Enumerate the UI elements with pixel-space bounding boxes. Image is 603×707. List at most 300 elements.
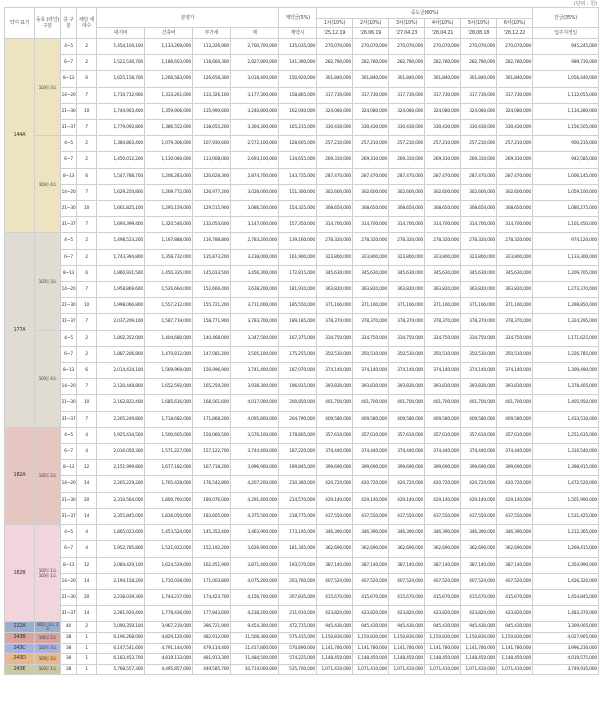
cell-installment-4: 409,580,000 [425, 411, 461, 427]
cell-installment-5: 374,140,000 [461, 363, 497, 379]
table-row [5, 395, 599, 411]
cell-floor: 31~37 [61, 314, 77, 330]
cell-installment-2: 407,520,000 [353, 573, 389, 589]
cell-installment-5: 278,320,000 [461, 233, 497, 249]
cell-total: 3,711,000,000 [231, 298, 279, 314]
cell-households: 7 [77, 314, 97, 330]
col-vat: 부가세 [193, 28, 231, 39]
cell-households: 10 [77, 395, 97, 411]
cell-installment-6: 257,210,000 [497, 136, 533, 152]
cell-installment-6: 409,580,000 [497, 411, 533, 427]
cell-building: 1,470,812,000 [145, 346, 193, 362]
cell-installment-5: 282,780,000 [461, 55, 497, 71]
table-row [5, 557, 599, 573]
cell-installment-6: 350,510,000 [497, 346, 533, 362]
cell-installment-3: 269,310,000 [389, 152, 425, 168]
cell-balance: 1,426,320,000 [533, 573, 599, 589]
cell-floor: 4~5 [61, 233, 77, 249]
table-row [5, 476, 599, 492]
cell-installment-4: 363,820,000 [425, 282, 461, 298]
cell-balance: 1,501,990,000 [533, 492, 599, 508]
cell-installment-3: 317,730,000 [389, 87, 425, 103]
table-row [5, 120, 599, 136]
cell-building: 1,450,335,000 [145, 265, 193, 281]
cell-total: 3,938,300,000 [231, 379, 279, 395]
cell-installment-5: 363,820,000 [461, 282, 497, 298]
cell-total: 3,456,300,000 [231, 265, 279, 281]
cell-vat: 138,655,200 [193, 120, 231, 136]
cell-building: 1,557,212,000 [145, 298, 193, 314]
cell-installment-5: 287,470,000 [461, 168, 497, 184]
cell-installment-1: 420,720,000 [317, 476, 353, 492]
cell-installment-4: 314,700,000 [425, 217, 461, 233]
cell-installment-1: 278,320,000 [317, 233, 353, 249]
cell-floor: 8~13 [61, 557, 77, 573]
table-row [5, 411, 599, 427]
cell-installment-4: 1,148,450,000 [425, 654, 461, 665]
dong-label: 103동 3호 [35, 39, 61, 136]
cell-building: 1,718,682,000 [145, 411, 193, 427]
cell-installment-5: 317,730,000 [461, 87, 497, 103]
cell-installment-3: 282,780,000 [389, 55, 425, 71]
cell-balance: 942,585,000 [533, 152, 599, 168]
cell-installment-4: 378,370,000 [425, 314, 461, 330]
cell-installment-2: 324,080,000 [353, 103, 389, 119]
cell-installment-6: 378,370,000 [497, 314, 533, 330]
cell-installment-1: 423,820,000 [317, 606, 353, 622]
cell-total: 4,017,000,000 [231, 395, 279, 411]
cell-installment-4: 393,830,000 [425, 379, 461, 395]
cell-installment-3: 314,700,000 [389, 217, 425, 233]
col-installment-3: 3차(10%) [389, 19, 425, 28]
col-installment-date-6: '28.12.22 [497, 28, 533, 39]
cell-households: 20 [77, 589, 97, 605]
cell-installment-3: 945,430,000 [389, 622, 425, 633]
cell-installment-4: 374,140,000 [425, 363, 461, 379]
cell-installment-2: 1,141,780,000 [353, 643, 389, 654]
cell-vat: 140,468,000 [193, 330, 231, 346]
cell-building: 1,765,428,000 [145, 476, 193, 492]
price-table [4, 7, 599, 675]
cell-building: 1,167,888,000 [145, 233, 193, 249]
cell-vat: 135,873,200 [193, 249, 231, 265]
cell-total: 3,871,400,000 [231, 557, 279, 573]
cell-floor: 8~13 [61, 168, 77, 184]
cell-installment-3: 257,210,000 [389, 136, 425, 152]
cell-building: 4,819,133,000 [145, 654, 193, 665]
cell-installment-1: 407,520,000 [317, 573, 353, 589]
cell-installment-5: 346,390,000 [461, 525, 497, 541]
cell-balance: 1,273,370,000 [533, 282, 599, 298]
cell-building: 1,079,306,000 [145, 136, 193, 152]
cell-households: 6 [77, 71, 97, 87]
cell-installment-6: 345,630,000 [497, 265, 533, 281]
cell-installment-3: 437,550,000 [389, 508, 425, 524]
table-row [5, 152, 599, 168]
cell-households: 20 [77, 492, 97, 508]
cell-installment-2: 323,800,000 [353, 249, 389, 265]
cell-installment-3: 270,070,000 [389, 39, 425, 55]
cell-installment-5: 334,750,000 [461, 330, 497, 346]
cell-deposit: 207,835,000 [279, 589, 317, 605]
cell-installment-1: 387,140,000 [317, 557, 353, 573]
cell-total: 2,783,200,000 [231, 233, 279, 249]
cell-installment-1: 1,141,780,000 [317, 643, 353, 654]
cell-floor: 6~7 [61, 152, 77, 168]
table-row [5, 330, 599, 346]
cell-building: 1,333,261,000 [145, 87, 193, 103]
cell-installment-2: 362,690,000 [353, 541, 389, 557]
cell-households: 14 [77, 508, 97, 524]
cell-deposit: 139,160,000 [279, 233, 317, 249]
cell-installment-5: 420,720,000 [461, 476, 497, 492]
cell-deposit: 218,775,000 [279, 508, 317, 524]
cell-households: 7 [77, 217, 97, 233]
cell-installment-1: 282,780,000 [317, 55, 353, 71]
cell-households: 14 [77, 573, 97, 589]
cell-balance: 1,298,850,000 [533, 298, 599, 314]
cell-installment-5: 401,700,000 [461, 395, 497, 411]
cell-total: 3,018,400,000 [231, 71, 279, 87]
cell-floor: 14~20 [61, 282, 77, 298]
cell-installment-6: 1,071,410,000 [497, 664, 533, 675]
cell-installment-3: 401,700,000 [389, 395, 425, 411]
dong-label: 103동 4호 [35, 136, 61, 233]
cell-installment-5: 324,080,000 [461, 103, 497, 119]
cell-land: 1,629,250,800 [97, 184, 145, 200]
cell-total: 10,714,000,000 [231, 664, 279, 675]
cell-vat: 176,542,800 [193, 476, 231, 492]
cell-installment-4: 269,310,000 [425, 152, 461, 168]
cell-installment-3: 1,148,450,000 [389, 654, 425, 665]
cell-vat: 113,008,000 [193, 152, 231, 168]
cell-installment-4: 401,700,000 [425, 395, 461, 411]
col-installment-date-2: '26.06.19 [353, 28, 389, 39]
cell-deposit: 570,890,000 [279, 643, 317, 654]
cell-total: 2,700,700,000 [231, 39, 279, 55]
table-row [5, 39, 599, 55]
cell-land: 2,194,158,200 [97, 573, 145, 589]
cell-deposit: 175,255,000 [279, 346, 317, 362]
cell-total: 3,626,900,000 [231, 541, 279, 557]
cell-installment-6: 323,800,000 [497, 249, 533, 265]
cell-floor: 21~30 [61, 492, 77, 508]
cell-households: 7 [77, 87, 97, 103]
cell-vat: 171,003,800 [193, 573, 231, 589]
cell-vat: 449,585,700 [193, 664, 231, 675]
table-row [5, 184, 599, 200]
cell-deposit: 185,550,000 [279, 298, 317, 314]
cell-installment-5: 1,141,780,000 [461, 643, 497, 654]
cell-installment-1: 287,470,000 [317, 168, 353, 184]
dong-label: 103동 4호 [35, 330, 61, 427]
cell-land: 1,625,158,700 [97, 71, 145, 87]
cell-installment-2: 270,070,000 [353, 39, 389, 55]
cell-installment-4: 334,750,000 [425, 330, 461, 346]
cell-deposit: 151,300,000 [279, 184, 317, 200]
col-dong: 동호 (라인) 구분 [35, 8, 61, 39]
cell-floor: 6~7 [61, 55, 77, 71]
cell-vat: 126,977,200 [193, 184, 231, 200]
cell-installment-2: 1,150,830,000 [353, 632, 389, 643]
cell-installment-2: 357,610,000 [353, 427, 389, 443]
cell-vat: 396,721,900 [193, 622, 231, 633]
cell-installment-4: 423,820,000 [425, 606, 461, 622]
table-row [5, 589, 599, 605]
cell-floor: 8~13 [61, 71, 77, 87]
cell-floor: 14~20 [61, 573, 77, 589]
cell-installment-6: 278,320,000 [497, 233, 533, 249]
cell-installment-6: 371,100,000 [497, 298, 533, 314]
cell-building: 1,453,524,000 [145, 525, 193, 541]
cell-installment-2: 257,210,000 [353, 136, 389, 152]
cell-installment-3: 323,800,000 [389, 249, 425, 265]
table-row [5, 201, 599, 217]
cell-installment-5: 350,510,000 [461, 346, 497, 362]
cell-installment-5: 302,600,000 [461, 184, 497, 200]
cell-households: 6 [77, 265, 97, 281]
cell-households: 7 [77, 379, 97, 395]
cell-installment-2: 282,780,000 [353, 55, 389, 71]
table-row [5, 606, 599, 622]
cell-installment-6: 1,150,830,000 [497, 632, 533, 643]
cell-building: 1,624,519,000 [145, 557, 193, 573]
col-installment-1: 1차(10%) [317, 19, 353, 28]
table-row [5, 664, 599, 675]
dong-label: 102동 2호 [35, 643, 61, 654]
cell-floor: 4~5 [61, 136, 77, 152]
table-row [5, 654, 599, 665]
cell-installment-5: 270,070,000 [461, 39, 497, 55]
cell-floor: 8~13 [61, 460, 77, 476]
cell-vat: 132,054,600 [193, 217, 231, 233]
cell-installment-3: 346,390,000 [389, 525, 425, 541]
cell-balance: 1,310,540,000 [533, 444, 599, 460]
cell-installment-2: 374,440,000 [353, 444, 389, 460]
cell-installment-1: 362,690,000 [317, 541, 353, 557]
cell-installment-3: 362,690,000 [389, 541, 425, 557]
cell-deposit: 472,715,000 [279, 622, 317, 633]
table-row [5, 363, 599, 379]
cell-installment-4: 257,210,000 [425, 136, 461, 152]
cell-land: 1,694,399,400 [97, 217, 145, 233]
cell-installment-1: 415,670,000 [317, 589, 353, 605]
cell-deposit: 575,415,000 [279, 632, 317, 643]
table-row [5, 379, 599, 395]
cell-land: 2,310,564,000 [97, 492, 145, 508]
cell-total: 4,207,200,000 [231, 476, 279, 492]
cell-deposit: 181,910,000 [279, 282, 317, 298]
cell-deposit: 173,195,000 [279, 525, 317, 541]
cell-installment-6: 401,700,000 [497, 395, 533, 411]
cell-installment-6: 269,310,000 [497, 152, 533, 168]
cell-building: 1,404,680,000 [145, 330, 193, 346]
cell-installment-1: 1,148,450,000 [317, 654, 353, 665]
cell-installment-1: 317,730,000 [317, 87, 353, 103]
cell-land: 1,958,869,600 [97, 282, 145, 298]
cell-installment-6: 415,670,000 [497, 589, 533, 605]
cell-building: 1,386,552,000 [145, 120, 193, 136]
cell-installment-5: 330,430,000 [461, 120, 497, 136]
table-row [5, 55, 599, 71]
type-label: 243D [5, 654, 35, 665]
cell-installment-6: 314,700,000 [497, 217, 533, 233]
cell-households: 2 [77, 39, 97, 55]
cell-floor: 38 [61, 654, 77, 665]
cell-total: 3,026,000,000 [231, 184, 279, 200]
cell-balance: 900,235,000 [533, 136, 599, 152]
cell-building: 1,526,664,000 [145, 282, 193, 298]
cell-installment-2: 1,148,450,000 [353, 654, 389, 665]
cell-floor: 6~7 [61, 346, 77, 362]
cell-building: 1,800,760,000 [145, 492, 193, 508]
cell-installment-6: 407,520,000 [497, 573, 533, 589]
cell-vat: 479,114,400 [193, 643, 231, 654]
cell-total: 3,240,800,000 [231, 103, 279, 119]
cell-floor: 21~30 [61, 589, 77, 605]
type-label: 243E [5, 664, 35, 675]
cell-deposit: 158,865,000 [279, 87, 317, 103]
type-label: 182B [5, 525, 35, 622]
table-row [5, 217, 599, 233]
table-row [5, 573, 599, 589]
cell-installment-3: 420,720,000 [389, 476, 425, 492]
cell-installment-4: 1,071,410,000 [425, 664, 461, 675]
cell-land: 2,084,429,100 [97, 557, 145, 573]
cell-deposit: 181,345,000 [279, 541, 317, 557]
cell-vat: 113,326,900 [193, 39, 231, 55]
cell-installment-5: 423,820,000 [461, 606, 497, 622]
cell-installment-4: 346,390,000 [425, 525, 461, 541]
cell-installment-2: 945,430,000 [353, 622, 389, 633]
cell-building: 1,571,227,000 [145, 444, 193, 460]
cell-installment-4: 270,070,000 [425, 39, 461, 55]
col-sale-price: 분양가 [97, 8, 279, 28]
cell-deposit: 210,360,000 [279, 476, 317, 492]
cell-land: 1,547,788,700 [97, 168, 145, 184]
cell-balance: 1,209,705,000 [533, 265, 599, 281]
cell-balance: 1,405,950,000 [533, 395, 599, 411]
cell-building: 1,206,283,000 [145, 168, 193, 184]
cell-balance: 1,112,055,000 [533, 87, 599, 103]
cell-total: 4,375,500,000 [231, 508, 279, 524]
cell-installment-6: 357,610,000 [497, 427, 533, 443]
cell-deposit: 196,915,000 [279, 379, 317, 395]
cell-floor: 31~37 [61, 508, 77, 524]
cell-installment-1: 308,650,000 [317, 201, 353, 217]
cell-total: 3,741,400,000 [231, 363, 279, 379]
cell-deposit: 178,805,000 [279, 427, 317, 443]
cell-floor: 21~30 [61, 103, 77, 119]
cell-installment-2: 437,550,000 [353, 508, 389, 524]
cell-vat: 180,076,000 [193, 492, 231, 508]
cell-households: 4 [77, 525, 97, 541]
cell-households: 4 [77, 427, 97, 443]
cell-installment-1: 437,550,000 [317, 508, 353, 524]
cell-deposit: 141,390,000 [279, 55, 317, 71]
cell-households: 14 [77, 606, 97, 622]
cell-installment-3: 363,820,000 [389, 282, 425, 298]
table-row [5, 346, 599, 362]
cell-total: 4,238,200,000 [231, 606, 279, 622]
cell-installment-6: 334,750,000 [497, 330, 533, 346]
cell-total: 3,744,400,000 [231, 444, 279, 460]
cell-vat: 165,259,200 [193, 379, 231, 395]
cell-installment-1: 334,750,000 [317, 330, 353, 346]
cell-deposit: 211,910,000 [279, 606, 317, 622]
cell-installment-1: 301,840,000 [317, 71, 353, 87]
cell-vat: 135,990,600 [193, 103, 231, 119]
cell-households: 6 [77, 168, 97, 184]
cell-households: 2 [77, 233, 97, 249]
cell-households: 2 [77, 249, 97, 265]
cell-installment-4: 415,670,000 [425, 589, 461, 605]
cell-deposit: 128,605,000 [279, 136, 317, 152]
cell-floor: 4~5 [61, 427, 77, 443]
cell-installment-5: 323,800,000 [461, 249, 497, 265]
type-label: 243B [5, 632, 35, 643]
cell-vat: 481,913,300 [193, 654, 231, 665]
cell-balance: 1,378,405,000 [533, 379, 599, 395]
cell-households: 7 [77, 411, 97, 427]
cell-installment-4: 302,600,000 [425, 184, 461, 200]
cell-balance: 3,309,005,000 [533, 622, 599, 633]
cell-installment-4: 437,550,000 [425, 508, 461, 524]
cell-installment-5: 1,071,410,000 [461, 664, 497, 675]
cell-installment-2: 317,730,000 [353, 87, 389, 103]
cell-deposit: 161,900,000 [279, 249, 317, 265]
cell-installment-2: 423,820,000 [353, 606, 389, 622]
cell-installment-2: 393,830,000 [353, 379, 389, 395]
col-installment-4: 4차(10%) [425, 19, 461, 28]
cell-building: 1,652,592,000 [145, 379, 193, 395]
cell-floor: 31~37 [61, 606, 77, 622]
cell-balance: 1,006,145,000 [533, 168, 599, 184]
cell-installment-1: 270,070,000 [317, 39, 353, 55]
cell-installment-3: 415,670,000 [389, 589, 425, 605]
cell-land: 1,802,352,000 [97, 330, 145, 346]
cell-installment-2: 409,580,000 [353, 411, 389, 427]
cell-installment-3: 334,750,000 [389, 330, 425, 346]
cell-households: 2 [77, 152, 97, 168]
cell-land: 1,454,104,100 [97, 39, 145, 55]
cell-installment-1: 374,440,000 [317, 444, 353, 460]
cell-installment-1: 409,580,000 [317, 411, 353, 427]
cell-installment-5: 429,140,000 [461, 492, 497, 508]
cell-deposit: 150,920,000 [279, 71, 317, 87]
cell-households: 7 [77, 282, 97, 298]
cell-balance: 3,996,230,000 [533, 643, 599, 654]
type-label: 222A [5, 622, 35, 633]
cell-installment-1: 393,830,000 [317, 379, 353, 395]
cell-households: 7 [77, 120, 97, 136]
cell-building: 1,269,772,000 [145, 184, 193, 200]
col-installment-5: 5차(10%) [461, 19, 497, 28]
cell-building: 1,677,182,000 [145, 460, 193, 476]
cell-total: 11,484,500,000 [231, 654, 279, 665]
cell-installment-6: 420,720,000 [497, 476, 533, 492]
cell-deposit: 203,760,000 [279, 573, 317, 589]
table-row [5, 622, 599, 633]
cell-installment-4: 407,520,000 [425, 573, 461, 589]
cell-installment-1: 371,100,000 [317, 298, 353, 314]
cell-installment-2: 308,650,000 [353, 201, 389, 217]
cell-floor: 40 [61, 622, 77, 633]
cell-households: 7 [77, 184, 97, 200]
cell-installment-2: 350,510,000 [353, 346, 389, 362]
cell-building: 1,587,719,000 [145, 314, 193, 330]
cell-installment-4: 374,440,000 [425, 444, 461, 460]
